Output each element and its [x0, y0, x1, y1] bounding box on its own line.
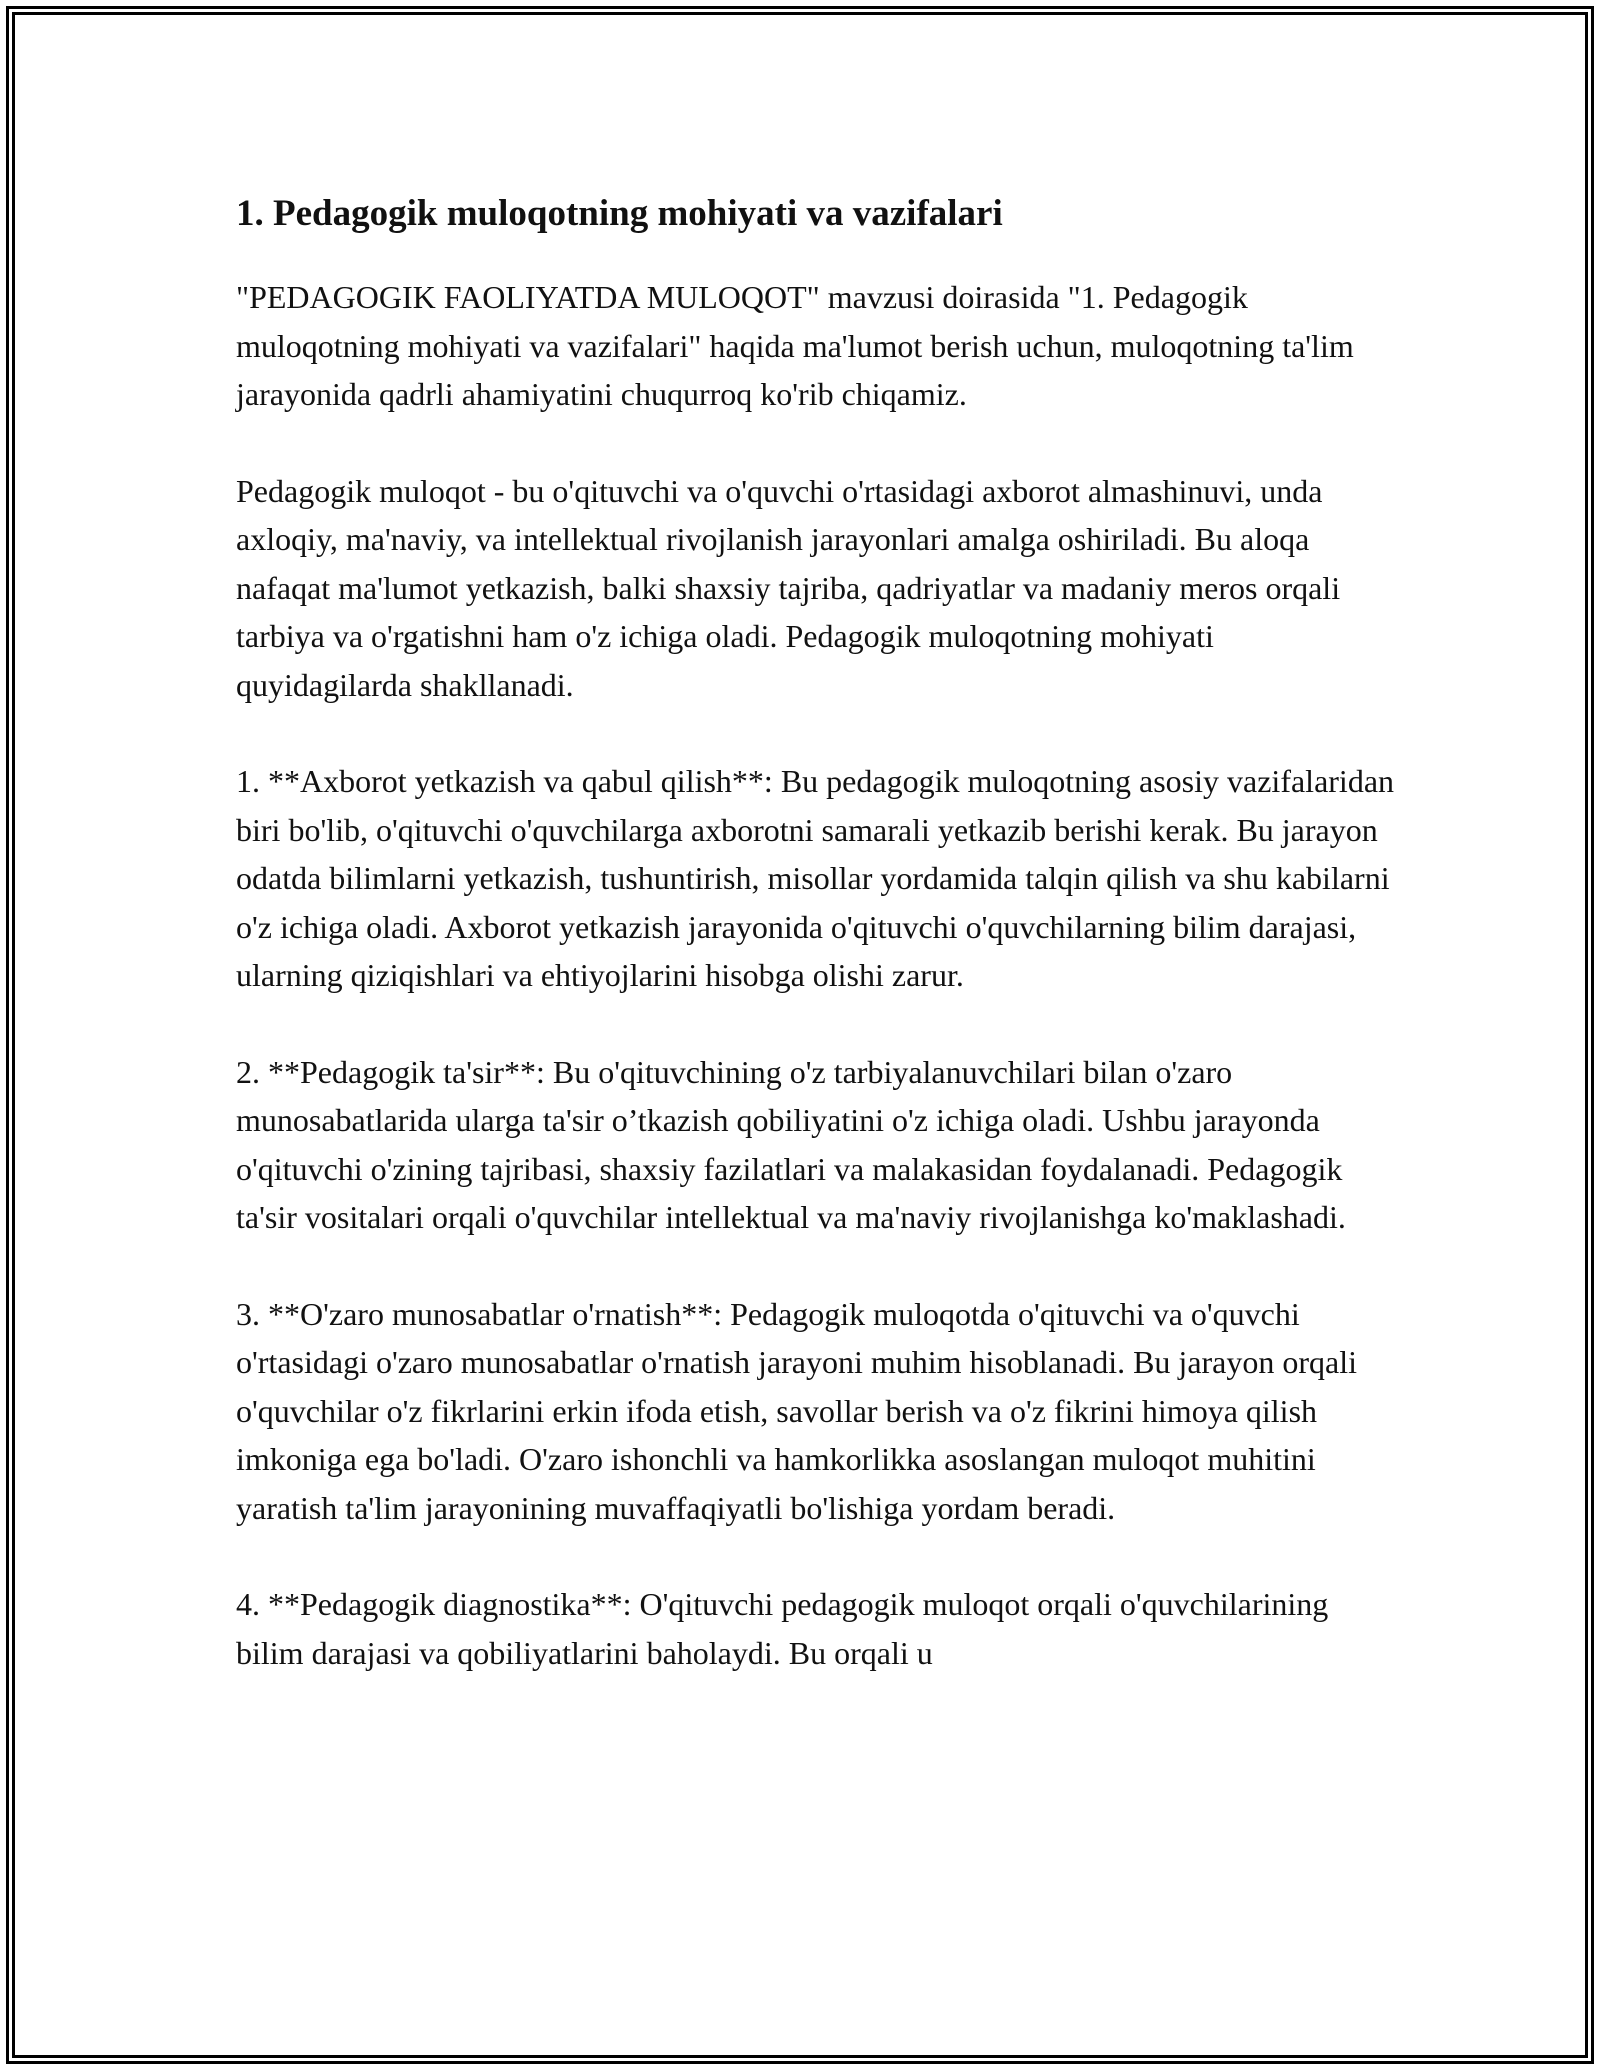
list-item-diagnostika: 4. **Pedagogik diagnostika**: O'qituvchi pedagogik muloqot orqali o'quvchilarining bilim darajasi va qobiliyatlarini baholaydi. Bu orqali u	[236, 1586, 1329, 1671]
list-item-munosabatlar: 3. **O'zaro munosabatlar o'rnatish**: Pedagogik muloqotda o'qituvchi va o'quvchi o'rtasidagi o'zaro munosabatlar o'rnatish jarayoni muhim hisoblanadi. Bu jarayon orqali o'quvchilar o'z fikrlarini erkin ifoda etish, savollar berish va o'z fikrini himoya qilish imkoniga ega bo'ladi. O'zaro ishonchli va hamkorlikka asoslangan muloqot muhitini yaratish ta'lim jarayonining muvaffaqiyatli bo'lishiga yordam beradi.	[236, 1295, 1358, 1526]
definition-paragraph: Pedagogik muloqot - bu o'qituvchi va o'quvchi o'rtasidagi axborot almashinuvi, unda axloqiy, ma'naviy, va intellektual rivojlanish jarayonlari amalga oshiriladi. Bu aloqa nafaqat ma'lumot yetkazish, balki shaxsiy tajriba, qadriyatlar va madaniy meros orqali tarbiya va o'rgatishni ham o'z ichiga oladi. Pedagogik muloqotning mohiyati quyidagilarda shakllanadi.	[236, 472, 1341, 703]
list-item-axborot: 1. **Axborot yetkazish va qabul qilish**: Bu pedagogik muloqotning asosiy vazifalaridan biri bo'lib, o'qituvchi o'quvchilarga axborotni samarali yetkazib berishi kerak. Bu jarayon odatda bilimlarni yetkazish, tushuntirish, misollar yordamida talqin qilish va shu kabilarni o'z ichiga oladi. Axborot yetkazish jarayonida o'qituvchi o'quvchilarning bilim darajasi, ularning qiziqishlari va ehtiyojlarini hisobga olishi zarur.	[236, 763, 1395, 993]
intro-paragraph: "PEDAGOGIK FAOLIYATDA MULOQOT" mavzusi doirasida "1. Pedagogik muloqotning mohiyati va vazifalari" haqida ma'lumot berish uchun, muloqotning ta'lim jarayonida qadrli ahamiyatini chuqurroq ko'rib chiqamiz.	[236, 279, 1354, 412]
document-title: 1. Pedagogik muloqotning mohiyati va vazifalari	[236, 193, 1003, 234]
document-body	[236, 183, 1396, 1677]
list-item-tasir: 2. **Pedagogik ta'sir**: Bu o'qituvchining o'z tarbiyalanuvchilari bilan o'zaro munosabatlarida ularga ta'sir o’tkazish qobiliyatini o'z ichiga oladi. Ushbu jarayonda o'qituvchi o'zining tajribasi, shaxsiy fazilatlari va malakasidan foydalanadi. Pedagogik ta'sir vositalari orqali o'quvchilar intellektual va ma'naviy rivojlanishga ko'maklashadi.	[236, 1053, 1346, 1235]
